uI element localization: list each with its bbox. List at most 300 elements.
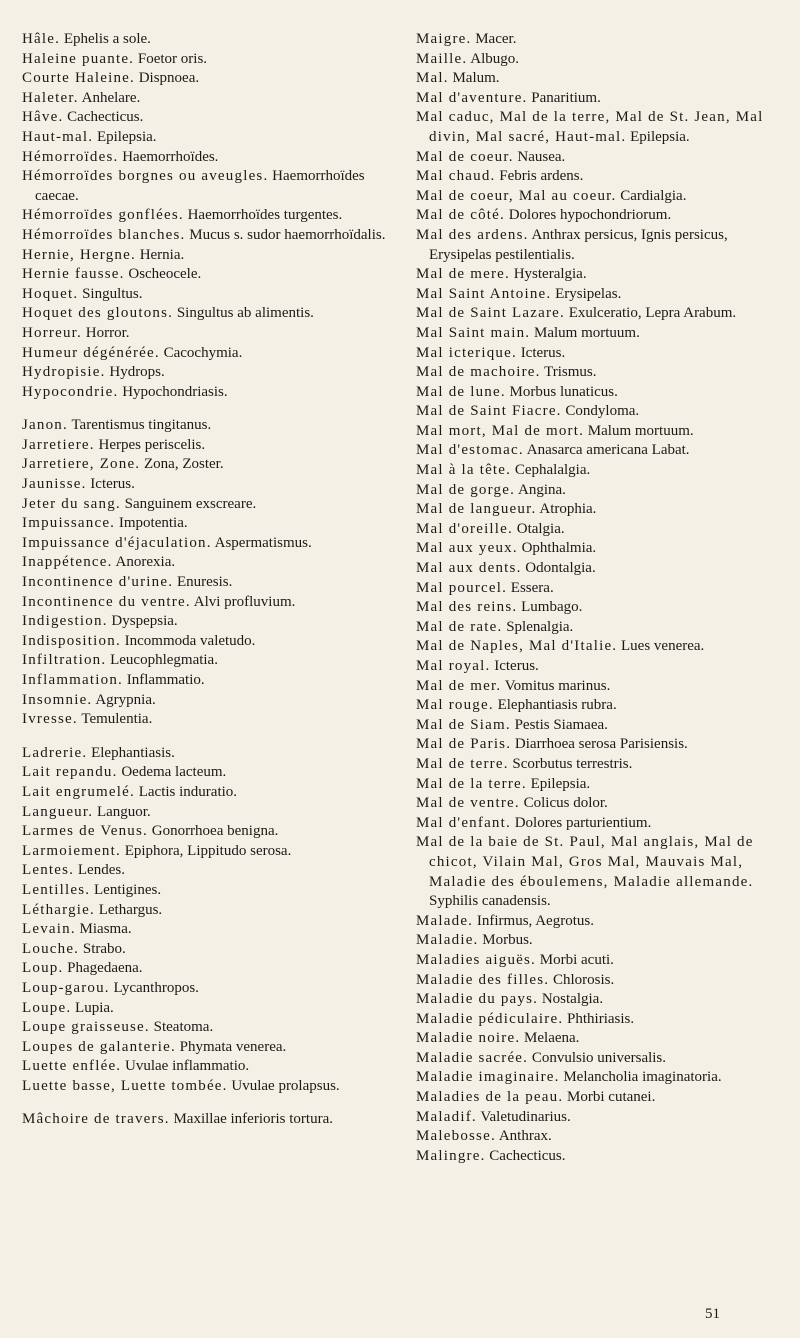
dictionary-entry [22,651,394,671]
dictionary-entry [416,618,788,638]
dictionary-entry [416,696,788,716]
entry-term: Hâle. [22,31,61,47]
entry-term: Horreur. [22,324,82,341]
dictionary-entry [22,436,394,456]
entry-term: Maladie pédiculaire. [416,1010,564,1027]
entry-term: Lait engrumelé. [22,783,135,800]
entry-definition: Leucophlegmatia. [110,652,218,669]
dictionary-entry [22,901,394,921]
dictionary-entry [416,833,788,911]
entry-definition: Uvulae inflammatio. [125,1058,250,1075]
entry-definition: Dolores hypochondriorum. [508,207,672,224]
entry-definition: Ophthalmia. [521,540,597,557]
page-number: 51 [705,1306,720,1322]
entry-definition: Epiphora, Lippitudo serosa. [124,842,292,859]
dictionary-entry [416,1068,788,1088]
dictionary-entry [416,579,788,599]
entry-definition: Anthrax. [498,1128,552,1145]
entry-term: Mal pourcel. [416,579,508,596]
section-gap [22,1096,394,1110]
entry-term: Mal de rate. [416,618,503,635]
entry-definition: Horror. [85,324,130,341]
entry-term: Hydropisie. [22,364,106,381]
dictionary-entry [22,920,394,940]
entry-term: Malingre. [416,1147,486,1164]
entry-term: Mal chaud. [416,168,496,185]
entry-term: Mal Saint main. [416,324,531,341]
entry-term: Loupes de galanterie. [22,1038,176,1055]
dictionary-entry [416,285,788,305]
entry-definition: Sanguinem exscreare. [124,495,257,512]
entry-definition: Anhelare. [81,89,141,106]
entry-term: Jeter du sang. [22,495,121,512]
entry-definition: Alvi profluvium. [193,593,296,610]
entry-definition: Maxillae inferioris tortura. [173,1111,333,1128]
entry-term: Incontinence d'urine. [22,574,174,591]
entry-definition: Malum mortuum. [587,422,694,439]
entry-term: Loup-garou. [22,979,110,996]
entry-term: Insomnie. [22,691,93,708]
dictionary-entry [22,979,394,999]
dictionary-entry [22,455,394,475]
entry-definition: Cephalalgia. [514,462,591,479]
entry-term: Loupe. [22,999,72,1016]
entry-definition: Singultus. [82,285,143,302]
dictionary-entry [416,50,788,70]
dictionary-entry [416,1049,788,1069]
entry-definition: Morbus lunaticus. [509,383,618,400]
entry-term: Mâchoire de travers. [22,1111,170,1128]
dictionary-entry [416,814,788,834]
entry-term: Haleter. [22,89,79,106]
dictionary-entry [416,1029,788,1049]
entry-definition: Lactis induratio. [138,783,238,800]
dictionary-entry [416,794,788,814]
dictionary-entry [416,108,788,147]
dictionary-entry [416,402,788,422]
entry-definition: Condyloma. [565,403,640,420]
entry-definition: Tarentismus tingitanus. [71,417,212,434]
entry-definition: Oscheocele. [128,266,202,283]
dictionary-entry [22,1077,394,1097]
entry-definition: Dispnoea. [138,70,200,87]
dictionary-entry [22,553,394,573]
dictionary-entry [22,324,394,344]
entry-term: Hémorroïdes borgnes ou aveugles. [22,168,269,185]
dictionary-entry [22,50,394,70]
entry-definition: Atrophia. [539,501,597,518]
entry-definition: Valetudinarius. [480,1108,571,1125]
dictionary-entry [22,1057,394,1077]
entry-definition: Albugo. [470,50,519,67]
entry-definition: Steatoma. [153,1019,214,1036]
entry-term: Mal icterique. [416,344,517,361]
dictionary-entry [416,990,788,1010]
entry-term: Mal de gorge. [416,481,516,498]
entry-definition: Ephelis a sole. [63,31,151,47]
entry-definition: Lethargus. [98,901,163,918]
dictionary-entry [22,363,394,383]
dictionary-entry [22,416,394,436]
entry-definition: Epilepsia. [96,128,157,145]
dictionary-entry [416,1088,788,1108]
dictionary-entry [416,89,788,109]
dictionary-entry [416,304,788,324]
entry-definition: Mucus s. sudor haemorrhoïdalis. [189,226,386,243]
entry-term: Mal aux dents. [416,560,522,577]
entry-term: Hypocondrie. [22,383,119,400]
dictionary-entry [416,324,788,344]
entry-definition: Cardialgia. [620,187,687,204]
dictionary-entry [22,881,394,901]
entry-term: Loupe graisseuse. [22,1019,150,1036]
entry-term: Mal de ventre. [416,795,520,812]
entry-definition: Oedema lacteum. [121,764,227,781]
entry-definition: Cacochymia. [163,344,243,361]
dictionary-entry [22,940,394,960]
dictionary-entry [22,1110,394,1130]
dictionary-entry [416,206,788,226]
entry-term: Mal. [416,70,449,87]
entry-term: Mal caduc, Mal de la terre, Mal de St. Jean, Mal divin, Mal sacré, Haut-mal. [416,109,764,145]
dictionary-entry [22,246,394,266]
entry-definition: Agrypnia. [95,691,156,708]
entry-definition: Lues venerea. [621,638,705,655]
dictionary-entry [416,441,788,461]
dictionary-entry [416,265,788,285]
entry-definition: Hypochondriasis. [122,383,228,400]
entry-definition: Languor. [96,803,151,820]
dictionary-entry [416,148,788,168]
entry-definition: Phagedaena. [67,960,143,977]
entry-term: Humeur dégénérée. [22,344,160,361]
entry-term: Louche. [22,940,80,957]
entry-definition: Uvulae prolapsus. [231,1077,340,1094]
entry-term: Mal mort, Mal de mort. [416,422,585,439]
entry-term: Léthargie. [22,901,95,918]
entry-term: Maladie. [416,932,479,949]
entry-term: Larmoiement. [22,842,121,859]
entry-term: Inflammation. [22,672,123,688]
entry-definition: Macer. [475,31,517,47]
entry-definition: Colicus dolor. [523,795,608,812]
entry-definition: Syphilis canadensis. [429,893,551,910]
dictionary-entry [416,226,788,265]
dictionary-entry [22,265,394,285]
entry-definition: Hydrops. [109,364,165,381]
entry-term: Mal de côté. [416,207,505,224]
entry-definition: Diarrhoea serosa Parisiensis. [514,736,688,753]
entry-definition: Icterus. [520,344,566,361]
entry-term: Mal de la terre. [416,775,527,792]
dictionary-entry [416,167,788,187]
dictionary-entry [416,30,788,50]
entry-definition: Anthrax persicus, Ignis persicus, Erysipelas pestilentialis. [429,226,728,263]
dictionary-entry [22,744,394,764]
entry-definition: Malum mortuum. [534,324,640,341]
entry-term: Haleine puante. [22,50,135,67]
entry-term: Loup. [22,960,64,977]
dictionary-entry [416,637,788,657]
entry-definition: Icterus. [90,476,135,493]
left-column [22,30,394,1130]
dictionary-entry [22,593,394,613]
dictionary-entry [416,383,788,403]
entry-term: Mal de mere. [416,266,510,283]
entry-term: Lait repandu. [22,764,118,781]
entry-term: Mal de Naples, Mal d'Italie. [416,638,618,655]
entry-term: Jarretiere. [22,436,95,453]
dictionary-entry [22,167,394,206]
entry-term: Maladies aiguës. [416,951,537,968]
entry-definition: Anasarca americana Labat. [526,442,690,459]
entry-term: Mal rouge. [416,697,494,714]
dictionary-entry [22,383,394,403]
entry-definition: Aspermatismus. [214,534,312,551]
entry-definition: Incommoda valetudo. [124,632,256,649]
entry-term: Langueur. [22,803,94,820]
dictionary-entry [22,206,394,226]
entry-term: Mal de Paris. [416,736,512,753]
entry-term: Mal des reins. [416,599,518,616]
entry-term: Infiltration. [22,652,107,669]
dictionary-entry [416,461,788,481]
entry-term: Haut-mal. [22,128,94,145]
entry-definition: Chlorosis. [552,971,615,988]
dictionary-entry [22,534,394,554]
dictionary-entry [22,89,394,109]
entry-term: Mal d'aventure. [416,89,528,106]
dictionary-entry [416,539,788,559]
entry-term: Maigre. [416,31,472,47]
entry-definition: Scorbutus terrestris. [512,755,633,772]
section-gap [22,730,394,744]
dictionary-entry [22,671,394,691]
entry-term: Malade. [416,912,474,929]
dictionary-entry [22,822,394,842]
dictionary-entry [22,573,394,593]
dictionary-entry [22,803,394,823]
dictionary-entry [22,475,394,495]
entry-term: Indisposition. [22,632,121,649]
entry-definition: Anorexia. [115,554,176,571]
entry-term: Impuissance. [22,515,116,532]
entry-term: Maille. [416,50,468,67]
dictionary-entry [416,775,788,795]
entry-term: Mal à la tête. [416,462,512,479]
entry-definition: Morbus. [482,932,533,949]
entry-definition: Elephantiasis. [91,744,175,761]
entry-definition: Morbi cutanei. [567,1089,656,1106]
entry-definition: Miasma. [79,921,132,938]
dictionary-entry [22,1038,394,1058]
entry-term: Mal d'enfant. [416,814,511,831]
dictionary-entry [22,69,394,89]
entry-term: Mal de machoire. [416,364,541,381]
entry-definition: Haemorrhoïdes turgentes. [187,207,343,224]
entry-definition: Trismus. [544,364,597,381]
entry-definition: Melaena. [524,1030,580,1047]
entry-term: Mal de lune. [416,383,506,400]
dictionary-entry [416,1147,788,1167]
entry-term: Hoquet. [22,285,79,302]
entry-definition: Essera. [510,579,554,596]
dictionary-entry [22,226,394,246]
entry-term: Hoquet des gloutons. [22,305,174,322]
dictionary-entry [22,959,394,979]
dictionary-entry [22,344,394,364]
dictionary-entry [416,69,788,89]
entry-term: Ivresse. [22,711,78,728]
entry-definition: Febris ardens. [499,168,584,185]
entry-definition: Exulceratio, Lepra Arabum. [568,305,737,322]
entry-term: Hernie, Hergne. [22,246,136,263]
dictionary-entry [22,285,394,305]
entry-term: Levain. [22,921,76,938]
dictionary-entry [22,783,394,803]
entry-definition: Pestis Siamaea. [514,716,608,733]
entry-term: Courte Haleine. [22,70,135,87]
entry-definition: Inflammatio. [126,672,205,688]
dictionary-entry [416,677,788,697]
entry-term: Mal de terre. [416,755,509,772]
entry-definition: Angina. [518,481,566,498]
entry-term: Impuissance d'éjaculation. [22,534,212,551]
entry-definition: Nausea. [517,148,566,165]
entry-term: Jarretiere, Zone. [22,456,141,473]
dictionary-entry [22,710,394,730]
entry-term: Mal de Siam. [416,716,511,733]
entry-definition: Cachecticus. [489,1147,566,1164]
entry-definition: Epilepsia. [530,775,591,792]
entry-term: Janon. [22,417,68,434]
entry-term: Hémorroïdes. [22,148,119,165]
entry-definition: Convulsio universalis. [531,1049,667,1066]
entry-definition: Melancholia imaginatoria. [563,1069,722,1086]
dictionary-entry [416,735,788,755]
dictionary-entry [22,514,394,534]
dictionary-entry [22,691,394,711]
entry-definition: Singultus ab alimentis. [176,305,314,322]
entry-definition: Lupia. [75,999,114,1016]
entry-definition: Enuresis. [176,574,233,591]
entry-definition: Dolores parturientium. [514,814,652,831]
dictionary-entry [416,187,788,207]
entry-definition: Lendes. [77,862,125,879]
section-gap [22,402,394,416]
entry-definition: Lumbago. [521,599,583,616]
dictionary-entry [22,304,394,324]
dictionary-entry [22,842,394,862]
entry-term: Lentilles. [22,881,91,898]
entry-term: Incontinence du ventre. [22,593,191,610]
dictionary-entry [22,763,394,783]
entry-definition: Herpes periscelis. [98,436,206,453]
entry-definition: Epilepsia. [630,128,690,145]
dictionary-entry [416,931,788,951]
entry-term: Luette enflée. [22,1058,122,1075]
entry-term: Mal de coeur, Mal au coeur. [416,187,617,204]
dictionary-entry [416,971,788,991]
entry-term: Mal de Saint Fiacre. [416,403,562,420]
entry-definition: Strabo. [82,940,126,957]
dictionary-entry [416,951,788,971]
entry-definition: Odontalgia. [525,560,596,577]
dictionary-entry [416,1127,788,1147]
dictionary-entry [416,1010,788,1030]
entry-definition: Haemorrhoïdes. [122,148,219,165]
entry-term: Maladies de la peau. [416,1089,564,1106]
entry-term: Mal de mer. [416,677,502,694]
entry-definition: Lycanthropos. [113,979,199,996]
dictionary-entry [416,657,788,677]
entry-definition: Cachecticus. [67,109,144,126]
dictionary-entry [22,632,394,652]
right-column [416,30,788,1166]
entry-definition: Morbi acuti. [539,951,614,968]
entry-term: Ladrerie. [22,744,88,761]
entry-definition: Impotentia. [118,515,188,532]
entry-term: Luette basse, Luette tombée. [22,1077,228,1094]
dictionary-entry [22,495,394,515]
entry-definition: Nostalgia. [541,991,604,1008]
entry-term: Mal de coeur. [416,148,514,165]
entry-term: Mal d'estomac. [416,442,524,459]
entry-term: Jaunisse. [22,476,87,493]
dictionary-entry [416,422,788,442]
dictionary-entry [416,716,788,736]
entry-definition: Zona, Zoster. [144,456,224,473]
entry-definition: Malum. [452,70,500,87]
entry-term: Hémorroïdes blanches. [22,226,186,243]
entry-term: Mal de la baie de St. Paul, Mal anglais, Mal de chicot, Vilain Mal, Gros Mal, Mauvais Mal, Maladie des éboulemens, Maladie allemande. [416,834,754,890]
entry-term: Maladie du pays. [416,991,539,1008]
entry-term: Hâve. [22,109,64,126]
entry-term: Larmes de Venus. [22,823,148,840]
entry-term: Mal des ardens. [416,226,529,243]
entry-definition: Lentigines. [94,881,162,898]
dictionary-entry [416,344,788,364]
dictionary-entry [416,912,788,932]
entry-definition: Foetor oris. [137,50,208,67]
dictionary-entry [416,598,788,618]
entry-term: Maladie noire. [416,1030,521,1047]
dictionary-entry [416,520,788,540]
entry-definition: Icterus. [494,658,539,674]
dictionary-entry [416,481,788,501]
entry-term: Maladie sacrée. [416,1049,529,1066]
entry-term: Malebosse. [416,1128,496,1145]
entry-term: Hernie fausse. [22,266,125,283]
entry-definition: Splenalgia. [506,618,574,635]
entry-definition: Infirmus, Aegrotus. [476,912,594,929]
dictionary-entry [416,500,788,520]
dictionary-entry [22,612,394,632]
entry-term: Mal de langueur. [416,501,537,518]
entry-definition: Vomitus marinus. [504,677,611,694]
entry-term: Lentes. [22,862,75,879]
entry-term: Maladie imaginaire. [416,1069,560,1086]
entry-term: Mal de Saint Lazare. [416,305,565,322]
dictionary-entry [416,363,788,383]
dictionary-entry [416,559,788,579]
entry-term: Maladif. [416,1108,477,1125]
entry-term: Mal d'oreille. [416,520,513,537]
entry-definition: Elephantiasis rubra. [497,697,617,714]
dictionary-entry [22,30,394,50]
entry-term: Inappétence. [22,554,113,571]
dictionary-entry [22,128,394,148]
